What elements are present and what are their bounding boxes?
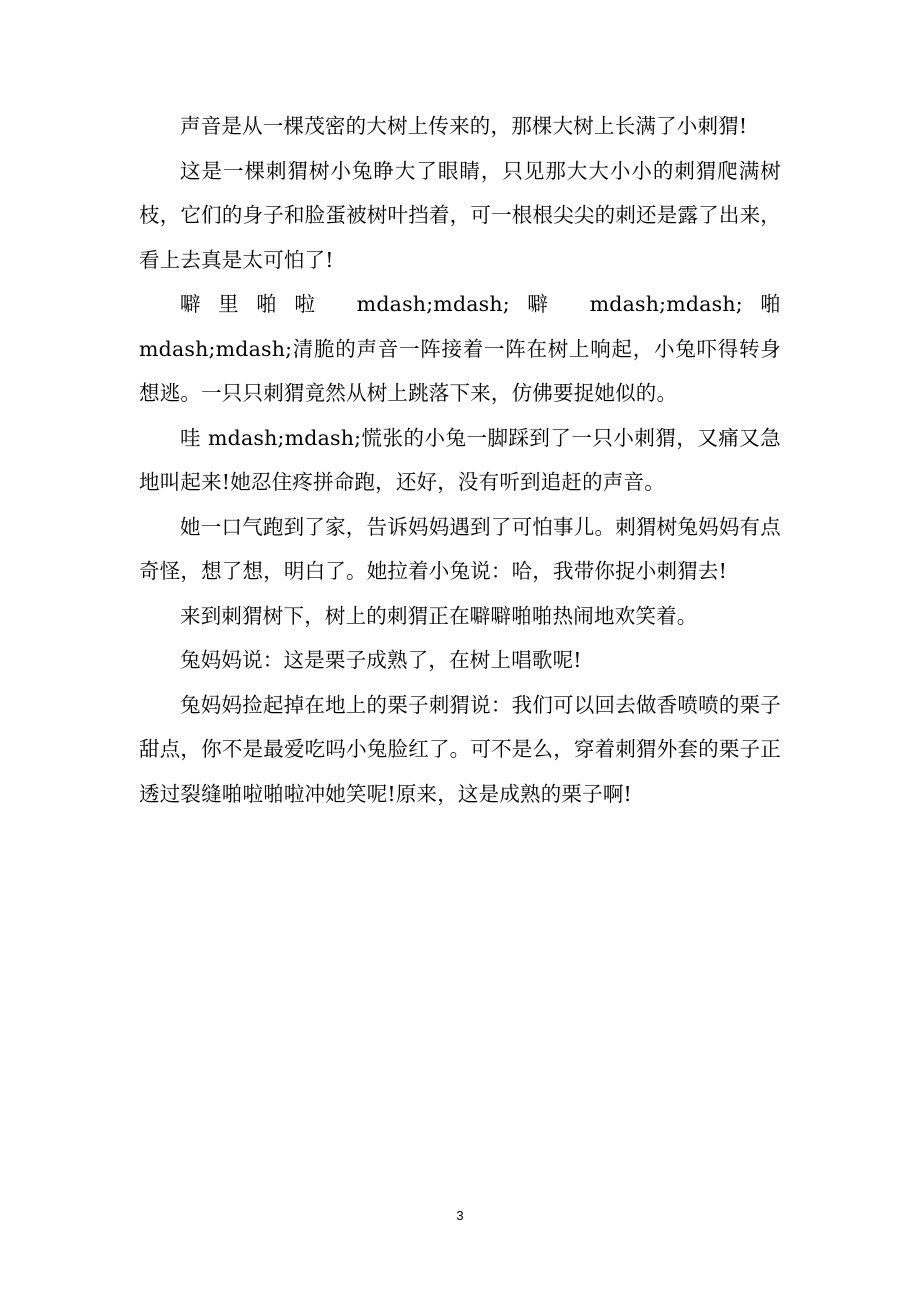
page-number: 3 xyxy=(456,1208,464,1223)
paragraph-7: 兔妈妈说：这是栗子成熟了，在树上唱歌呢! xyxy=(180,648,582,672)
paragraph-1: 声音是从一棵茂密的大树上传来的，那棵大树上长满了小刺猬! xyxy=(180,114,748,138)
paragraph-3: 噼里啪啦 mdash;mdash;噼 mdash;mdash;啪 mdash;mdash;清脆的声音一阵接着一阵在树上响起，小兔吓得转身想逃。一只只刺猬竟然从树上跳落下来，仿佛要捉她似的。 xyxy=(139,292,781,405)
paragraph-6: 来到刺猬树下，树上的刺猬正在噼噼啪啪热闹地欢笑着。 xyxy=(180,603,698,628)
paragraph-2: 这是一棵刺猬树小兔睁大了眼睛，只见那大大小小的刺猬爬满树枝，它们的身子和脸蛋被树叶挡着，可一根根尖尖的刺还是露了出来，看上去真是太可怕了! xyxy=(139,158,781,272)
paragraph-5: 她一口气跑到了家，告诉妈妈遇到了可怕事儿。刺猬树兔妈妈有点奇怪，想了想，明白了。她拉着小兔说：哈，我带你捉小刺猬去! xyxy=(139,514,781,583)
paragraph-8: 兔妈妈捡起掉在地上的栗子刺猬说：我们可以回去做香喷喷的栗子甜点，你不是最爱吃吗小兔脸红了。可不是么，穿着刺猬外套的栗子正透过裂缝啪啦啪啦冲她笑呢!原来，这是成熟的栗子啊! xyxy=(139,692,781,806)
document-body xyxy=(139,104,781,816)
paragraph-4: 哇 mdash;mdash;慌张的小兔一脚踩到了一只小刺猬，又痛又急地叫起来!她忍住疼拼命跑，还好，没有听到追赶的声音。 xyxy=(139,425,781,494)
